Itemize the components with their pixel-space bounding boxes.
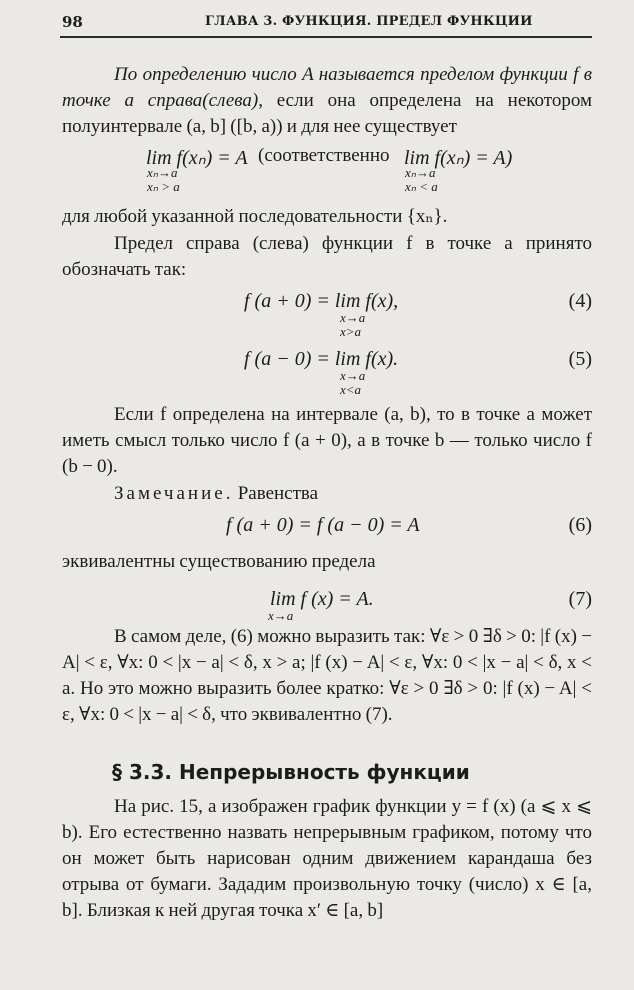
sequence-line: для любой указанной последовательности {xₙ}. [62, 206, 448, 227]
equation-5: f (a − 0) = lim f(x). [244, 348, 399, 370]
remark-label: Замечание. [114, 483, 234, 504]
equation-4: f (a + 0) = lim f(x), [244, 290, 399, 312]
remark-text: Равенства [233, 483, 319, 504]
limit-mid-text: (соответственно [258, 145, 390, 166]
running-title: ГЛАВА 3. ФУНКЦИЯ. ПРЕДЕЛ ФУНКЦИИ [205, 14, 533, 29]
equation-5-sub2: x<a [340, 382, 362, 397]
equation-5-sub1: x→a [340, 368, 366, 383]
definition-italic: По определению число A называется пределом функции f в точке a справа(слева), [62, 64, 592, 111]
limit-right-expr: lim f(xₙ) = A [146, 147, 248, 169]
limit-right-sub2: xₙ > a [147, 179, 180, 194]
equation-4-sub2: x>a [340, 324, 362, 339]
limit-right-sub1: xₙ→a [147, 165, 178, 180]
equation-7-number: (7) [568, 588, 592, 610]
interval-paragraph: Если f определена на интервале (a, b), то в точке a может иметь смысл только число f (a + 0), а в точке b — только число f (b − 0). [62, 404, 592, 477]
definition-paragraph [62, 62, 592, 140]
equation-4-number: (4) [568, 290, 592, 312]
equation-6: f (a + 0) = f (a − 0) = A [226, 514, 420, 536]
limit-left-sub1: xₙ→a [405, 165, 436, 180]
limit-left-sub2: xₙ < a [405, 179, 438, 194]
remark-paragraph [62, 481, 592, 507]
equation-4-sub1: x→a [340, 310, 366, 325]
proof-paragraph: В самом деле, (6) можно выразить так: ∀ε > 0 ∃δ > 0: |f (x) − A| < ε, ∀x: 0 < |x − a| < δ, x > a; |f (x) − A| < ε, ∀x: 0 < |x − a| < δ, x < a. Но это можно выразить более кратко: ∀ε > 0 ∃δ > 0: |f (x) − A| < ε, ∀x: 0 < |x − a| < δ, что эквивалентно (7). [62, 626, 592, 725]
limit-left-expr: lim f(xₙ) = A) [404, 147, 513, 169]
notation-paragraph: Предел справа (слева) функции f в точке a принято обозначать так: [62, 233, 592, 280]
equivalence-line: эквивалентны существованию предела [62, 551, 376, 572]
section-heading: § 3.3. Непрерывность функции [112, 760, 470, 784]
page-number: 98 [62, 13, 83, 31]
equation-7: lim f (x) = A. [270, 588, 374, 610]
definition-rest: если она определена на некотором полуинтервале (a, b] ([b, a)) и для нее существует [62, 90, 592, 137]
equation-5-number: (5) [568, 348, 592, 370]
continuity-paragraph: На рис. 15, a изображен график функции y = f (x) (a ⩽ x ⩽ b). Его естественно назвать непрерывным графиком, потому что он может быть нарисован одним движением карандаша без отрыва от бумаги. Зададим произвольную точку (число) x ∈ [a, b]. Близкая к ней другая точка x′ ∈ [a, b] [62, 796, 592, 921]
equation-6-number: (6) [568, 514, 592, 536]
header-rule [60, 36, 592, 38]
equation-7-sub: x→a [268, 608, 294, 623]
